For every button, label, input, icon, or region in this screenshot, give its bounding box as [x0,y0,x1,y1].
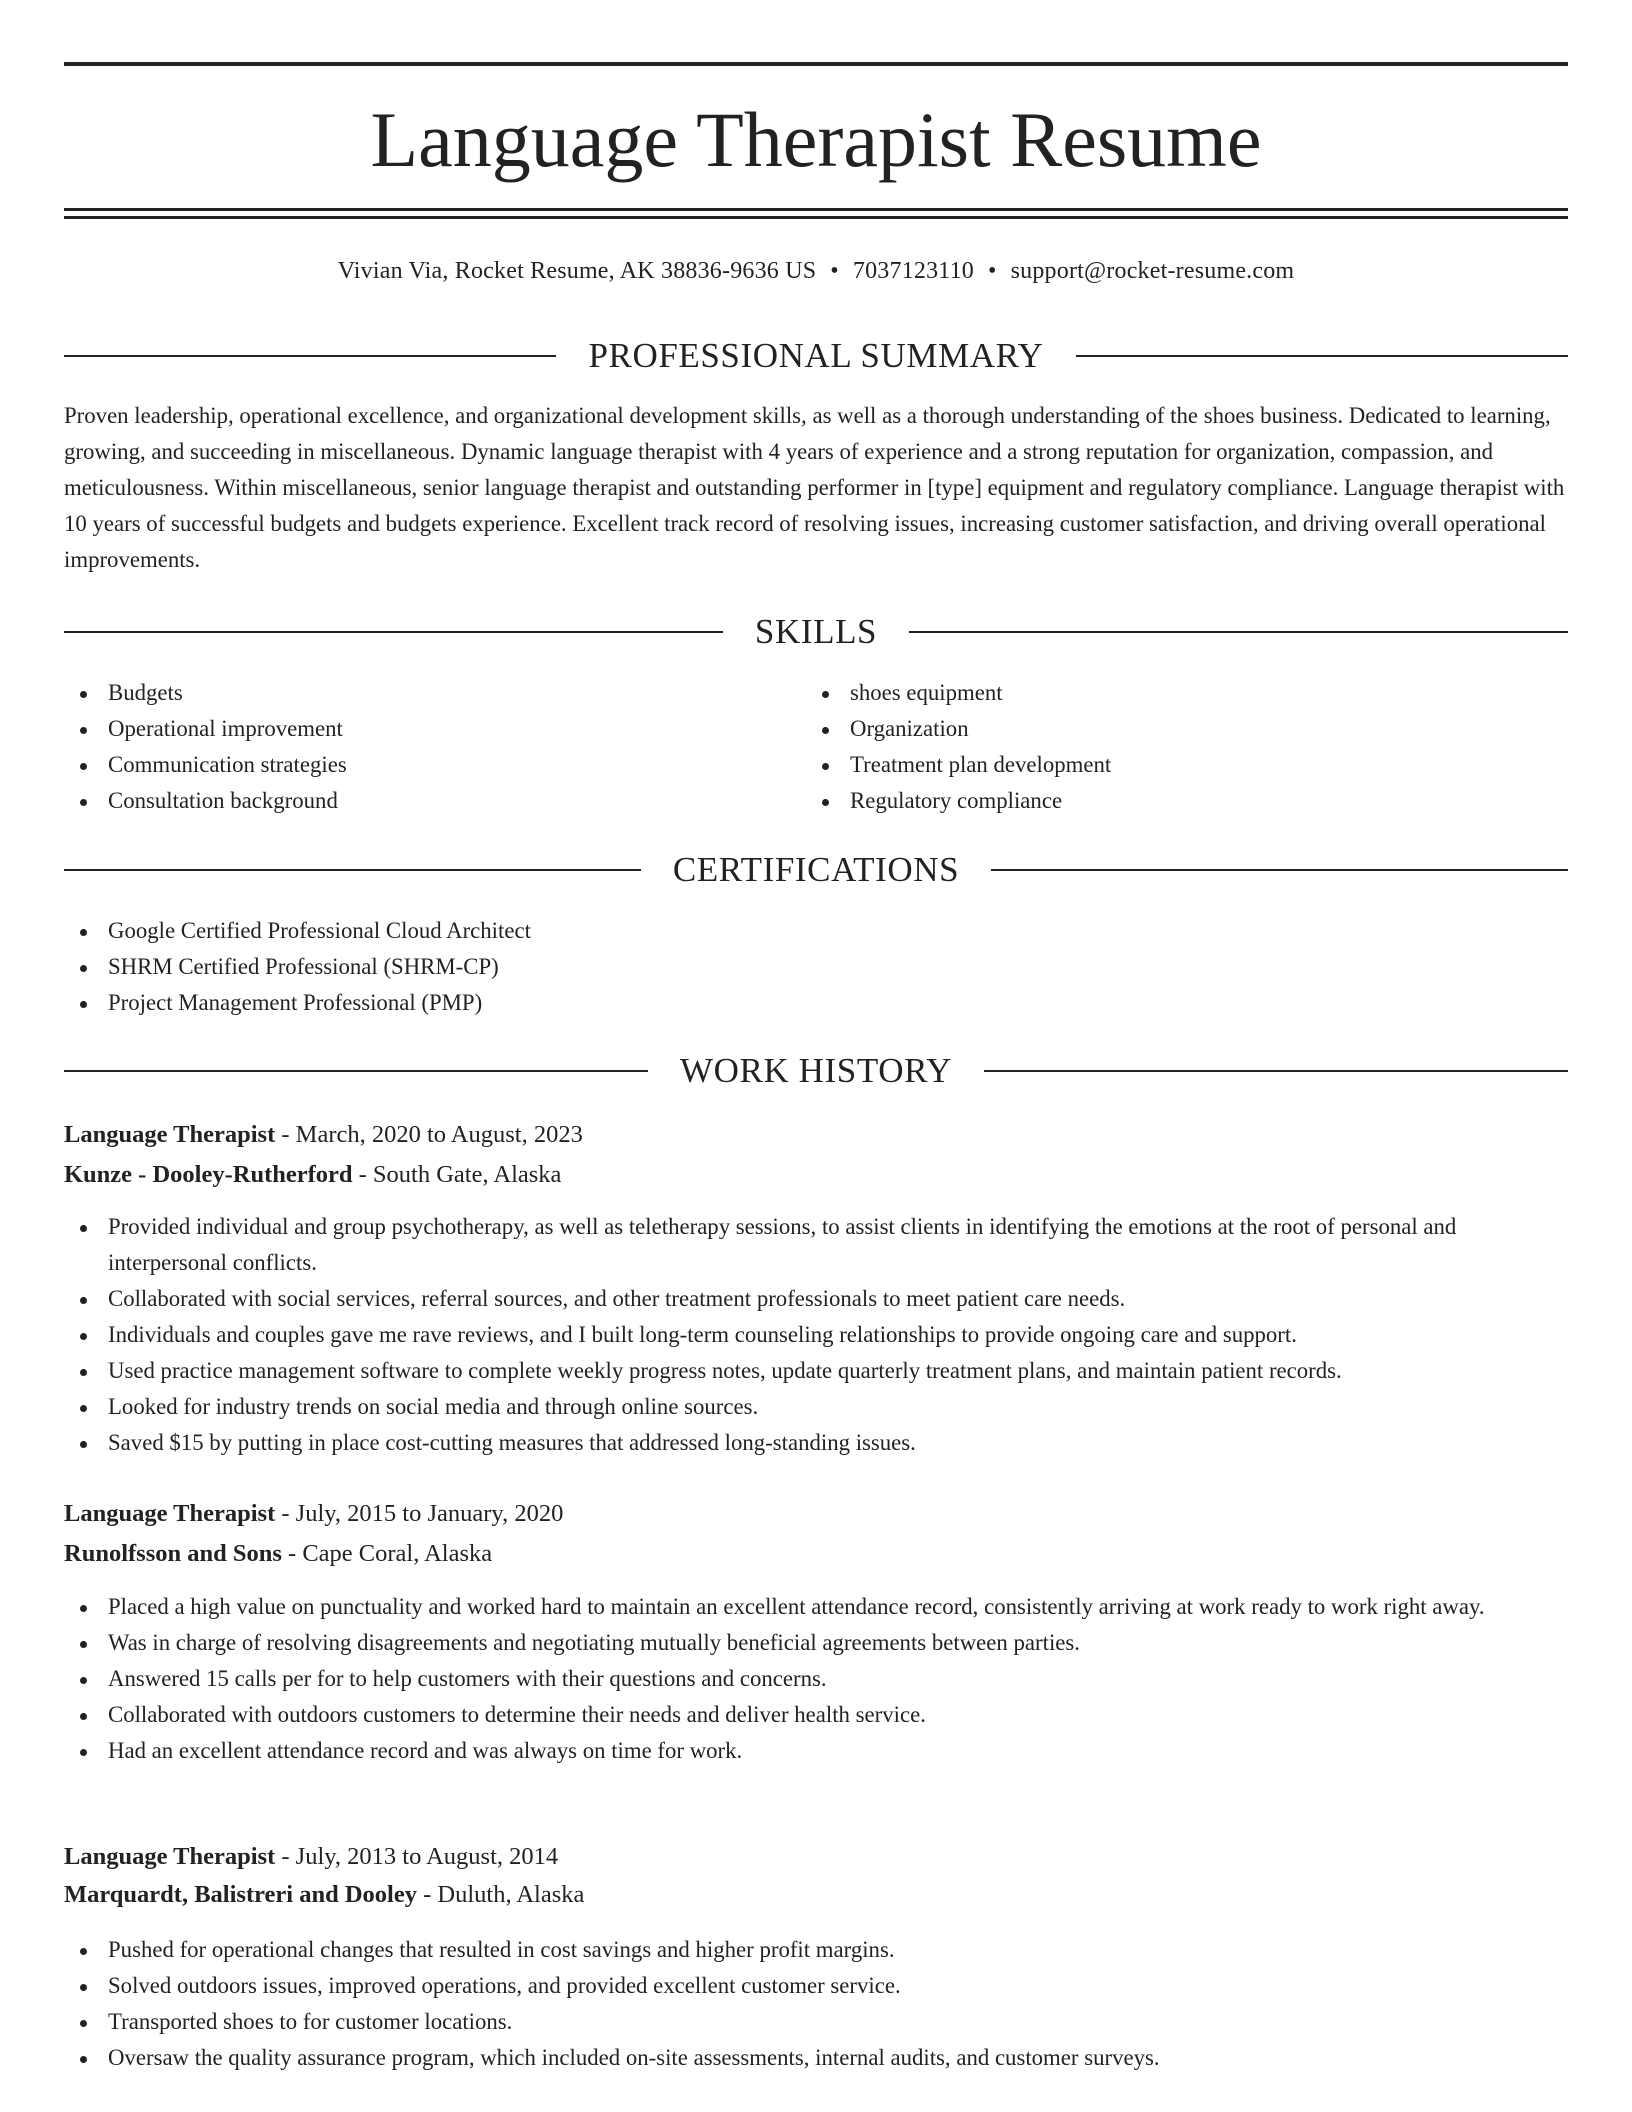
job-bullet: Answered 15 calls per for to help customers with their questions and concerns. [64,1661,1568,1697]
header-bottom-rule-inner [64,216,1568,219]
summary-heading-label: PROFESSIONAL SUMMARY [588,336,1044,375]
contact-separator: • [988,258,997,284]
certifications-section-heading [64,848,1568,892]
heading-rule-right [909,631,1568,633]
job-company: Runolfsson and Sons [64,1540,282,1567]
job-bullet: Placed a high value on punctuality and worked hard to maintain an excellent attendance record, consistently arriving at work ready to work right away. [64,1589,1568,1625]
contact-separator: • [830,258,839,284]
skills-list-right [806,675,1546,819]
contact-address: Vivian Via, Rocket Resume, AK 38836-9636 US [337,258,817,284]
job-company: Kunze - Dooley-Rutherford [64,1161,353,1188]
heading-rule-right [1076,355,1568,357]
job-bullet: Was in charge of resolving disagreements and negotiating mutually beneficial agreements between parties. [64,1625,1568,1661]
heading-rule-left [64,869,641,871]
job-bullet: Transported shoes to for customer locations. [64,2004,1568,2040]
skills-section-heading [64,610,1568,654]
work-history-section-heading [64,1049,1568,1093]
job-bullet: Looked for industry trends on social media and through online sources. [64,1389,1568,1425]
job-bullet: Oversaw the quality assurance program, which included on-site assessments, internal audits, and customer surveys. [64,2040,1568,2076]
skill-item: Regulatory compliance [806,783,1546,819]
job-company: Marquardt, Balistreri and Dooley [64,1881,417,1908]
contact-phone: 7037123110 [852,258,974,284]
heading-rule-left [64,631,723,633]
heading-rule-right [991,869,1568,871]
certifications-list [64,913,1568,1021]
job-bullet: Saved $15 by putting in place cost-cutting measures that addressed long-standing issues. [64,1425,1568,1461]
contact-line [64,253,1568,289]
skill-item: Consultation background [64,783,804,819]
job-company-line [64,1535,1568,1573]
job-bullet: Had an excellent attendance record and was always on time for work. [64,1733,1568,1769]
job-location: - Duluth, Alaska [416,1881,585,1908]
skill-item: Communication strategies [64,747,804,783]
resume-title: Language Therapist Resume [370,96,1262,183]
job-bullet: Used practice management software to complete weekly progress notes, update quarterly treatment plans, and maintain patient records. [64,1353,1568,1389]
certifications-heading-label: CERTIFICATIONS [672,850,960,889]
job-bullet: Provided individual and group psychotherapy, as well as teletherapy sessions, to assist clients in identifying the emotions at the root of personal and interpersonal conflicts. [64,1209,1568,1281]
job-title-line [64,1838,1568,1876]
job-location: - Cape Coral, Alaska [281,1540,493,1567]
heading-rule-left [64,355,556,357]
certification-item: Project Management Professional (PMP) [64,985,1568,1021]
job-bullet: Collaborated with outdoors customers to determine their needs and deliver health service. [64,1697,1568,1733]
job-dates: - July, 2015 to January, 2020 [275,1500,564,1527]
job-bullet: Collaborated with social services, referral sources, and other treatment professionals to meet patient care needs. [64,1281,1568,1317]
skill-item: shoes equipment [806,675,1546,711]
contact-email: support@rocket-resume.com [1010,258,1295,284]
job-company-line [64,1156,1568,1194]
job-bullets [64,1209,1568,1461]
job-bullet: Individuals and couples gave me rave reviews, and I built long-term counseling relationships to provide ongoing care and support. [64,1317,1568,1353]
job-company-line [64,1876,1568,1914]
skill-item: Treatment plan development [806,747,1546,783]
summary-section-heading [64,334,1568,378]
skills-list-left [64,675,804,819]
job-title: Language Therapist [64,1500,276,1527]
skill-item: Organization [806,711,1546,747]
job-title: Language Therapist [64,1121,276,1148]
summary-text: Proven leadership, operational excellence, and organizational development skills, as well as a thorough understanding of the shoes business. Dedicated to learning, growing, and succeeding in miscellaneous. Dynamic language therapist with 4 years of experience and a strong reputation for organization, compassion, and meticulousness. Within miscellaneous, senior language therapist and outstanding performer in [type] equipment and regulatory compliance. Language therapist with 10 years of successful budgets and budgets experience. Excellent track record of resolving issues, increasing customer satisfaction, and driving overall operational improvements. [64,403,1565,572]
skill-item: Budgets [64,675,804,711]
job-dates: - March, 2020 to August, 2023 [275,1121,583,1148]
job-title-line [64,1116,1568,1154]
job-bullet: Solved outdoors issues, improved operations, and provided excellent customer service. [64,1968,1568,2004]
job-bullets [64,1589,1568,1769]
skill-item: Operational improvement [64,711,804,747]
certification-item: SHRM Certified Professional (SHRM-CP) [64,949,1568,985]
header-top-rule [64,62,1568,66]
certification-item: Google Certified Professional Cloud Architect [64,913,1568,949]
skills-heading-label: SKILLS [754,612,878,651]
job-title-line [64,1495,1568,1533]
job-bullets [64,1932,1568,2076]
job-bullet: Pushed for operational changes that resulted in cost savings and higher profit margins. [64,1932,1568,1968]
header-bottom-rule [64,208,1568,211]
job-dates: - July, 2013 to August, 2014 [275,1843,559,1870]
heading-rule-right [984,1070,1568,1072]
heading-rule-left [64,1070,648,1072]
job-title: Language Therapist [64,1843,276,1870]
job-location: - South Gate, Alaska [352,1161,562,1188]
work-history-heading-label: WORK HISTORY [680,1051,952,1090]
